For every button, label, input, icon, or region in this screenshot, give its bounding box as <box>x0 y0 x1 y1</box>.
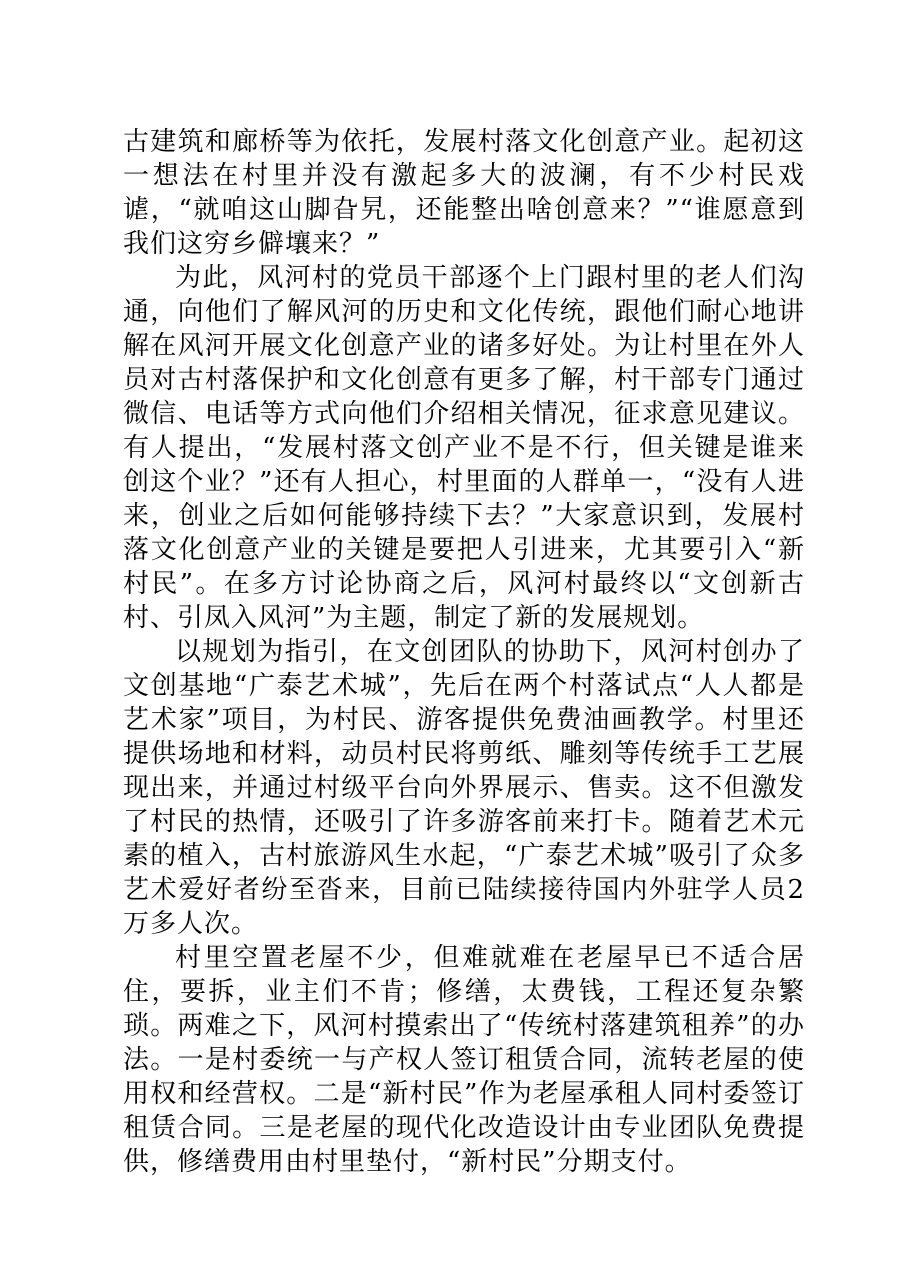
paragraph-2: 为此，风河村的党员干部逐个上门跟村里的老人们沟通，向他们了解风河的历史和文化传统，跟他们耐心地讲解在风河开展文化创意产业的诸多好处。为让村里在外人员对古村落保护和文化创意有更多了解，村干部专门通过微信、电话等方式向他们介绍相关情况，征求意见建议。有人提出，“发展村落文创产业不是不行，但关键是谁来创这个业？”还有人担心，村里面的人群单一，“没有人进来，创业之后如何能够持续下去？”大家意识到，发展村落文化创意产业的关键是要把人引进来，尤其要引入“新村民”。在多方讨论协商之后，风河村最终以“文创新古村、引凤入风河”为主题，制定了新的发展规划。 <box>123 263 805 633</box>
paragraph-1: 古建筑和廊桥等为依托，发展村落文化创意产业。起初这一想法在村里并没有激起多大的波澜，有不少村民戏谑，“就咱这山脚旮旯，还能整出啥创意来？”“谁愿意到我们这穷乡僻壤来？” <box>123 127 805 259</box>
paragraph-3: 以规划为指引，在文创团队的协助下，风河村创办了文创基地“广泰艺术城”，先后在两个村落试点“人人都是艺术家”项目，为村民、游客提供免费油画教学。村里还提供场地和材料，动员村民将剪纸、雕刻等传统手工艺展现出来，并通过村级平台向外界展示、售卖。这不但激发了村民的热情，还吸引了许多游客前来打卡。随着艺术元素的植入，古村旅游风生水起，“广泰艺术城”吸引了众多艺术爱好者纷至沓来，目前已陆续接待国内外驻学人员2万多人次。 <box>123 637 805 939</box>
body-text <box>123 125 805 1179</box>
paragraph-4: 村里空置老屋不少，但难就难在老屋早已不适合居住，要拆，业主们不肯；修缮，太费钱，工程还复杂繁琐。两难之下，风河村摸索出了“传统村落建筑租养”的办法。一是村委统一与产权人签订租赁合同，流转老屋的使用权和经营权。二是“新村民”作为老屋承租人同村委签订租赁合同。三是老屋的现代化改造设计由专业团队免费提供，修缮费用由村里垫付，“新村民”分期支付。 <box>123 943 805 1177</box>
